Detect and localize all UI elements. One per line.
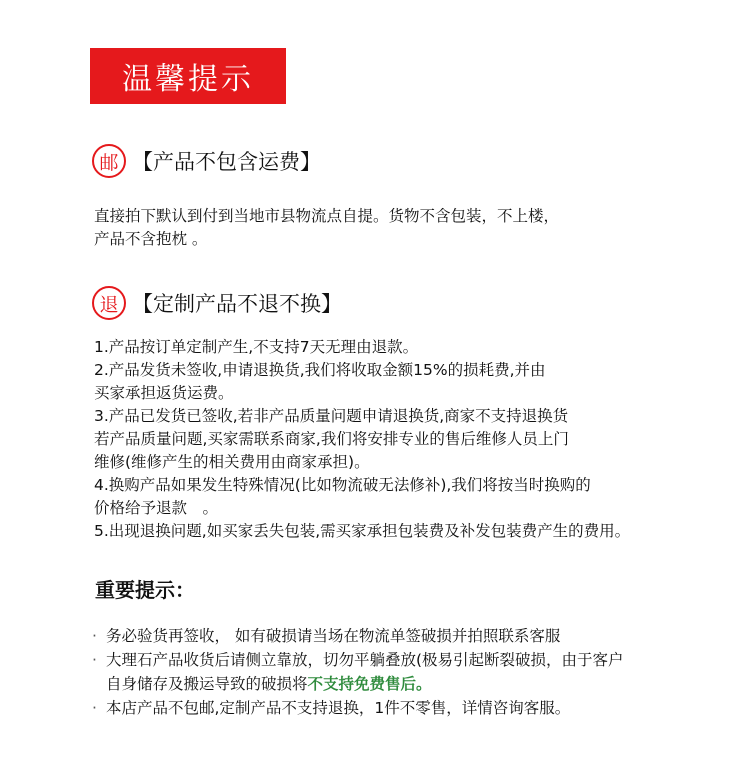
tip-item xyxy=(92,648,624,672)
text-line: 1.产品按订单定制产生,不支持7天无理由退款。 xyxy=(94,338,419,356)
text-line: 价格给予退款 。 xyxy=(94,499,219,517)
tip-text: 自身储存及搬运导致的破损将 xyxy=(106,675,308,693)
tip-item xyxy=(92,696,624,720)
text-line: 买家承担返货运费。 xyxy=(94,384,234,402)
custom-section-header xyxy=(92,286,342,320)
text-line: 2.产品发货未签收,申请退换货,我们将收取金额15%的损耗费,并由 xyxy=(94,361,546,379)
bullet: · xyxy=(92,651,97,669)
text-line: 3.产品已发货已签收,若非产品质量问题申请退换货,商家不支持退换货 xyxy=(94,407,569,425)
text-line: 产品不含抱枕 。 xyxy=(94,230,208,248)
text-line: 若产品质量问题,买家需联系商家,我们将安排专业的售后维修人员上门 xyxy=(94,430,569,448)
text-line: 维修(维修产生的相关费用由商家承担)。 xyxy=(94,453,370,471)
text-line: 直接拍下默认到付到当地市县物流点自提。货物不含包装，不上楼， xyxy=(94,207,560,225)
banner-title-text: 温馨提示 xyxy=(122,62,254,97)
mail-icon: 邮 xyxy=(92,144,126,178)
shipping-section-header xyxy=(92,144,321,178)
shipping-section-title: 【产品不包含运费】 xyxy=(132,150,321,174)
custom-section-title: 【定制产品不退不换】 xyxy=(132,292,342,316)
text-line: 5.出现退换问题,如买家丢失包装,需买家承担包装费及补发包装费产生的费用。 xyxy=(94,522,631,540)
tip-text: 务必验货再签收， 如有破损请当场在物流单签破损并拍照联系客服 xyxy=(106,627,561,645)
important-tips xyxy=(92,624,624,720)
banner-title xyxy=(90,48,286,104)
tip-item xyxy=(92,624,624,648)
important-title: 重要提示： xyxy=(95,578,195,602)
tip-text: 大理石产品收货后请侧立靠放，切勿平躺叠放(极易引起断裂破损，由于客户 xyxy=(106,651,624,669)
custom-text xyxy=(94,336,630,543)
tip-text: 本店产品不包邮,定制产品不支持退换，1件不零售，详情咨询客服。 xyxy=(106,699,571,717)
tip-item-continuation xyxy=(92,672,624,696)
return-icon: 退 xyxy=(92,286,126,320)
text-line: 4.换购产品如果发生特殊情况(比如物流破无法修补),我们将按当时换购的 xyxy=(94,476,591,494)
shipping-text xyxy=(94,205,559,251)
highlight-text: 不支持免费售后。 xyxy=(307,675,432,693)
bullet: · xyxy=(92,627,97,645)
bullet: · xyxy=(92,699,97,717)
